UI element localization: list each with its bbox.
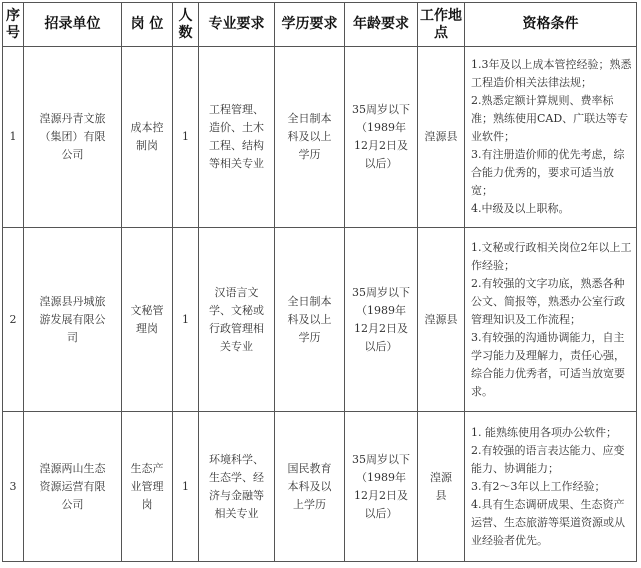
- row-age: [345, 228, 418, 412]
- unit-text: 湟源两山生态资源运营有限公司: [39, 461, 106, 511]
- major-text: 环境科学、生态学、经济与金融等相关专业: [209, 452, 264, 520]
- row-education: [275, 228, 345, 412]
- position-text: 文秘管理岗: [130, 303, 164, 335]
- requirement-item: 2.熟悉定额计算规则、费率标准；熟练使用CAD、广联达等专业软件；: [471, 94, 629, 143]
- row-count: 1: [173, 47, 199, 228]
- row-requirements: [465, 47, 637, 228]
- row-position: [122, 228, 173, 412]
- header-education: 学历要求: [275, 3, 345, 47]
- row-unit: [24, 228, 122, 412]
- row-education: [275, 412, 345, 562]
- position-text: 成本控制岗: [130, 121, 164, 152]
- header-unit: 招录单位: [24, 3, 122, 47]
- row-age: [345, 412, 418, 562]
- major-text: 汉语言文学、文秘或行政管理相关专业: [209, 285, 264, 353]
- table-row: [3, 412, 637, 562]
- row-age: [345, 47, 418, 228]
- row-requirements: [465, 228, 637, 412]
- header-row: [3, 3, 637, 47]
- header-count: 人数: [173, 3, 199, 47]
- header-index: 序号: [3, 3, 24, 47]
- unit-text: 湟源丹青文旅（集团）有限公司: [39, 112, 106, 161]
- table-row: [3, 47, 637, 228]
- header-requirements: 资格条件: [465, 3, 637, 47]
- requirement-item: 4.中级及以上职称。: [471, 202, 570, 215]
- row-location: 湟源县: [418, 228, 465, 412]
- row-count: 1: [173, 228, 199, 412]
- table-row: [3, 228, 637, 412]
- row-unit: [24, 47, 122, 228]
- header-location: 工作地点: [418, 3, 465, 47]
- requirement-item: 4.具有生态调研成果、生态资产运营、生态旅游等渠道资源或从业经验者优先。: [471, 497, 625, 547]
- location-text: 湟源县: [430, 470, 452, 502]
- age-text: 35周岁以下（1989年12月2日及以后）: [352, 103, 410, 170]
- row-major: [199, 228, 275, 412]
- requirement-item: 1.3年及以上成本管控经验；熟悉工程造价相关法律法规；: [471, 58, 632, 89]
- education-text: 全日制本科及以上学历: [287, 294, 332, 344]
- unit-text: 湟源县丹城旅游发展有限公司: [39, 294, 106, 344]
- major-text: 工程管理、造价、土木工程、结构等相关专业: [209, 103, 264, 170]
- education-text: 国民教育本科及以上学历: [287, 461, 332, 511]
- age-text: 35周岁以下（1989年12月2日及以后）: [352, 285, 410, 353]
- requirement-item: 1. 能熟练使用各项办公软件；: [471, 425, 617, 439]
- requirement-item: 3.有2～3年以上工作经验；: [471, 479, 606, 493]
- row-unit: [24, 412, 122, 562]
- requirement-item: 3.有较强的沟通协调能力，自主学习能力及理解力，责任心强，综合能力优秀者，可适当放宽要求。: [471, 330, 625, 398]
- row-location: 湟源县: [418, 47, 465, 228]
- row-education: [275, 47, 345, 228]
- position-text: 生态产业管理岗: [130, 461, 164, 511]
- row-index: 2: [3, 228, 24, 412]
- header-age: 年龄要求: [345, 3, 418, 47]
- row-major: [199, 47, 275, 228]
- requirement-item: 3.有注册造价师的优先考虑，综合能力优秀的，要求可适当放宽；: [471, 148, 625, 197]
- row-position: [122, 412, 173, 562]
- row-count: 1: [173, 412, 199, 562]
- requirement-item: 2.有较强的语言表达能力、应变能力、协调能力；: [471, 443, 625, 475]
- row-requirements: [465, 412, 637, 562]
- age-text: 35周岁以下（1989年12月2日及以后）: [352, 452, 410, 520]
- header-major: 专业要求: [199, 3, 275, 47]
- row-major: [199, 412, 275, 562]
- row-index: 3: [3, 412, 24, 562]
- requirement-item: 1.文秘或行政相关岗位2年以上工作经验；: [471, 240, 632, 272]
- requirement-item: 2.有较强的文字功底，熟悉各种公文、简报等，熟悉办公室行政管理知识及工作流程；: [471, 276, 625, 326]
- row-location: [418, 412, 465, 562]
- row-position: [122, 47, 173, 228]
- header-position: 岗 位: [122, 3, 173, 47]
- education-text: 全日制本科及以上学历: [287, 112, 332, 161]
- recruitment-table: [2, 2, 637, 562]
- row-index: 1: [3, 47, 24, 228]
